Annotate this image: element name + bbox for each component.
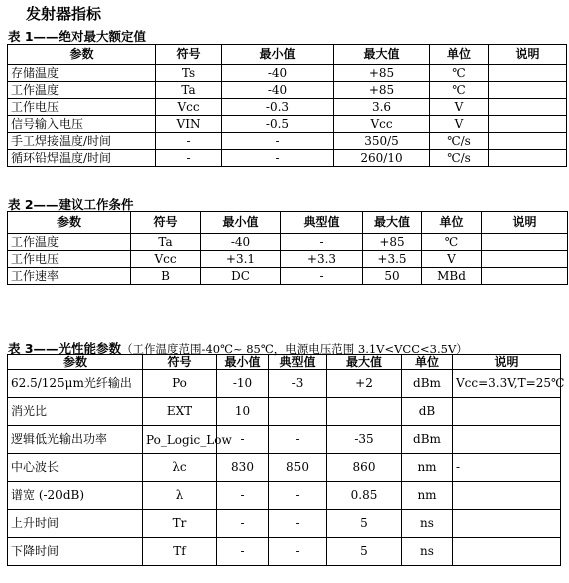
header-cell: 最大值 xyxy=(327,355,402,370)
table-cell: -0.5 xyxy=(222,116,334,133)
table-row xyxy=(8,454,561,482)
table-cell: Po_Logic_Low xyxy=(143,426,217,454)
table-cell: ℃ xyxy=(422,234,482,251)
header-cell: 典型值 xyxy=(281,212,363,234)
table-cell: 350/5 xyxy=(334,133,430,150)
table-cell: 下降时间 xyxy=(8,538,143,566)
header-cell: 最小值 xyxy=(222,45,334,65)
table-cell: -0.3 xyxy=(222,99,334,116)
table-cell: 0.85 xyxy=(327,482,402,510)
table-cell: 工作电压 xyxy=(8,99,156,116)
table-row xyxy=(8,268,568,285)
header-cell: 符号 xyxy=(156,45,222,65)
table-cell: - xyxy=(281,234,363,251)
table-cell: -40 xyxy=(222,65,334,82)
table-cell: Tf xyxy=(143,538,217,566)
table-cell: 830 xyxy=(217,454,269,482)
table-cell xyxy=(327,398,402,426)
table-row xyxy=(8,538,561,566)
table-cell: VIN xyxy=(156,116,222,133)
table-cell: dBm xyxy=(402,426,453,454)
table-cell: 860 xyxy=(327,454,402,482)
table-cell: - xyxy=(269,510,327,538)
header-cell: 说明 xyxy=(453,355,561,370)
table-cell: B xyxy=(131,268,201,285)
table-cell xyxy=(489,133,567,150)
table-cell: Po xyxy=(143,370,217,398)
table-cell: - xyxy=(269,426,327,454)
table-cell: 循环铅焊温度/时间 xyxy=(8,150,156,167)
table2-caption: 表 2——建议工作条件 xyxy=(8,197,134,212)
table-cell xyxy=(482,251,568,268)
table-cell xyxy=(489,116,567,133)
table-cell: 中心波长 xyxy=(8,454,143,482)
table-cell: Ts xyxy=(156,65,222,82)
table-row xyxy=(8,82,567,99)
table-header-row xyxy=(8,355,561,370)
table-cell: 62.5/125μm光纤输出 xyxy=(8,370,143,398)
table-cell: - xyxy=(217,538,269,566)
table-cell xyxy=(453,510,561,538)
table-cell: λ xyxy=(143,482,217,510)
table-cell: - xyxy=(156,133,222,150)
table-row xyxy=(8,370,561,398)
header-cell: 参数 xyxy=(8,45,156,65)
table-row xyxy=(8,99,567,116)
recommended-conditions-table xyxy=(7,211,568,285)
table-cell xyxy=(453,426,561,454)
table-row xyxy=(8,133,567,150)
table-header-row xyxy=(8,212,568,234)
table-cell: 消光比 xyxy=(8,398,143,426)
table-cell: 工作温度 xyxy=(8,234,131,251)
table-cell xyxy=(453,482,561,510)
table-cell: - xyxy=(217,426,269,454)
table-cell: nm xyxy=(402,482,453,510)
table-row xyxy=(8,251,568,268)
table-cell xyxy=(453,398,561,426)
table-cell: ℃ xyxy=(430,65,489,82)
table-cell: - xyxy=(269,538,327,566)
table-cell: - xyxy=(217,482,269,510)
table-cell: Vcc=3.3V,T=25℃ xyxy=(453,370,561,398)
table-row xyxy=(8,234,568,251)
table-cell: 谱宽 (-20dB) xyxy=(8,482,143,510)
table-header-row xyxy=(8,45,567,65)
table-cell xyxy=(482,234,568,251)
table-row xyxy=(8,150,567,167)
table-cell: -3 xyxy=(269,370,327,398)
header-cell: 参数 xyxy=(8,212,131,234)
table-cell: MBd xyxy=(422,268,482,285)
table-row xyxy=(8,65,567,82)
table-cell: 50 xyxy=(363,268,422,285)
header-cell: 单位 xyxy=(402,355,453,370)
table-cell: 逻辑低光输出功率 xyxy=(8,426,143,454)
header-cell: 最小值 xyxy=(217,355,269,370)
table-cell: 工作速率 xyxy=(8,268,131,285)
header-cell: 典型值 xyxy=(269,355,327,370)
table-cell: - xyxy=(453,454,561,482)
table-cell: +85 xyxy=(363,234,422,251)
table-cell: 信号输入电压 xyxy=(8,116,156,133)
table-cell: 850 xyxy=(269,454,327,482)
table-cell: EXT xyxy=(143,398,217,426)
table-cell: - xyxy=(269,482,327,510)
table-cell: 10 xyxy=(217,398,269,426)
table-cell: - xyxy=(222,150,334,167)
table-cell xyxy=(489,150,567,167)
table-cell: Vcc xyxy=(156,99,222,116)
table-cell: 工作电压 xyxy=(8,251,131,268)
table-cell: 工作温度 xyxy=(8,82,156,99)
table-cell: - xyxy=(217,510,269,538)
header-cell: 最大值 xyxy=(363,212,422,234)
table-cell: ℃ xyxy=(430,82,489,99)
table-cell: +85 xyxy=(334,65,430,82)
table-cell: Vcc xyxy=(334,116,430,133)
table-cell: λc xyxy=(143,454,217,482)
table-cell: +85 xyxy=(334,82,430,99)
table-cell xyxy=(489,65,567,82)
header-cell: 说明 xyxy=(482,212,568,234)
table-cell: -40 xyxy=(222,82,334,99)
table-cell xyxy=(482,268,568,285)
table-cell: 上升时间 xyxy=(8,510,143,538)
table-cell: ns xyxy=(402,510,453,538)
optical-performance-table xyxy=(7,354,565,566)
table-cell: 5 xyxy=(327,510,402,538)
table-cell: dBm xyxy=(402,370,453,398)
table-cell: nm xyxy=(402,454,453,482)
table-cell: V xyxy=(430,116,489,133)
table-cell: Tr xyxy=(143,510,217,538)
table3-caption-note: （工作温度范围-40℃~ 85℃，电源电压范围 3.1V<VCC<3.5V） xyxy=(121,342,468,356)
absolute-max-ratings-table xyxy=(7,44,567,167)
table-cell: -35 xyxy=(327,426,402,454)
table-cell: ℃/s xyxy=(430,150,489,167)
table-cell: +2 xyxy=(327,370,402,398)
page-title: 发射器指标 xyxy=(26,5,102,23)
header-cell: 说明 xyxy=(489,45,567,65)
table-cell: 手工焊接温度/时间 xyxy=(8,133,156,150)
table-cell: +3.5 xyxy=(363,251,422,268)
table-cell: 3.6 xyxy=(334,99,430,116)
table-cell: ℃/s xyxy=(430,133,489,150)
table-cell: dB xyxy=(402,398,453,426)
table-cell: -10 xyxy=(217,370,269,398)
table-cell: - xyxy=(281,268,363,285)
table-row xyxy=(8,398,561,426)
table1-caption: 表 1——绝对最大额定值 xyxy=(8,29,147,44)
table-row xyxy=(8,510,561,538)
header-cell: 最大值 xyxy=(334,45,430,65)
table-cell: ns xyxy=(402,538,453,566)
table-cell: +3.1 xyxy=(201,251,281,268)
table-cell: Vcc xyxy=(131,251,201,268)
table-cell: V xyxy=(422,251,482,268)
header-cell: 参数 xyxy=(8,355,143,370)
header-cell: 符号 xyxy=(131,212,201,234)
table-cell xyxy=(489,99,567,116)
table-cell: V xyxy=(430,99,489,116)
table-row xyxy=(8,426,561,454)
table-cell: 5 xyxy=(327,538,402,566)
table-cell: Ta xyxy=(131,234,201,251)
header-cell: 符号 xyxy=(143,355,217,370)
table-cell: -40 xyxy=(201,234,281,251)
table-row xyxy=(8,482,561,510)
table-cell: Ta xyxy=(156,82,222,99)
table-cell: +3.3 xyxy=(281,251,363,268)
table-cell xyxy=(453,538,561,566)
header-cell: 单位 xyxy=(430,45,489,65)
header-cell: 最小值 xyxy=(201,212,281,234)
table-cell: 260/10 xyxy=(334,150,430,167)
table-cell: - xyxy=(222,133,334,150)
header-cell: 单位 xyxy=(422,212,482,234)
table-cell xyxy=(489,82,567,99)
table-cell: - xyxy=(156,150,222,167)
table-row xyxy=(8,116,567,133)
table-cell: DC xyxy=(201,268,281,285)
table-cell: 存储温度 xyxy=(8,65,156,82)
table3-caption-title: 表 3——光性能参数 xyxy=(8,341,122,356)
table-cell xyxy=(269,398,327,426)
